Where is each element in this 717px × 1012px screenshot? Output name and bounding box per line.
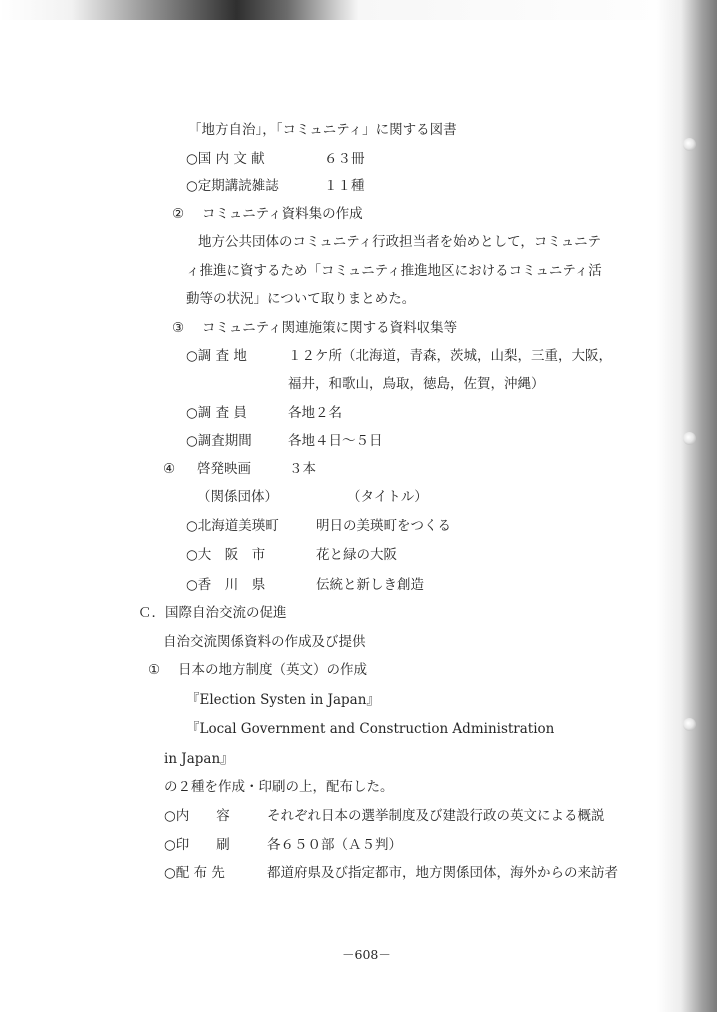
- line-text: コミュニティ関連施策に関する資料収集等: [202, 320, 458, 336]
- film-title: 伝統と新しき創造: [316, 577, 424, 593]
- line-text: in Japan』: [164, 751, 234, 767]
- item-value: １２ケ所（北海道，青森，茨城，山梨，三重，大阪，: [288, 348, 612, 364]
- line-text: 福井，和歌山，鳥取，徳島，佐賀，沖縄）: [288, 376, 545, 392]
- film-table-header: [197, 488, 428, 506]
- publication-title-cont: [164, 750, 234, 768]
- line-text: 自治交流関係資料の作成及び提供: [163, 634, 366, 650]
- item-value: ６３冊: [324, 151, 365, 167]
- section-marker: ②: [172, 206, 185, 222]
- section-c-heading: [138, 604, 287, 622]
- scan-shadow-top: [0, 0, 717, 20]
- film-row: [186, 576, 424, 594]
- paragraph-line: [198, 233, 601, 251]
- item-survey-locations-cont: [288, 375, 545, 393]
- line-text: 「地方自治」，「コミュニティ」に関する図書: [188, 122, 457, 138]
- item-value: 各地２名: [288, 405, 342, 421]
- line-text: 『Local Government and Construction Administration: [186, 721, 555, 737]
- item-label: ○内 容: [164, 808, 230, 824]
- film-organization: ○大 阪 市: [186, 547, 266, 563]
- item-survey-period: [186, 432, 383, 450]
- scan-shadow-right: [657, 0, 717, 1012]
- line-text: 日本の地方制度（英文）の作成: [178, 662, 367, 678]
- item-label: ○配 布 先: [164, 865, 225, 881]
- film-row: [186, 546, 397, 564]
- section-2-heading: [172, 205, 363, 223]
- item-surveyors: [186, 404, 342, 422]
- film-title: 明日の美瑛町をつくる: [316, 518, 451, 534]
- line-text: 『Election Systen in Japan』: [186, 692, 380, 708]
- film-title: 花と緑の大阪: [316, 547, 397, 563]
- item-periodicals: [186, 177, 365, 195]
- item-printing: [164, 836, 402, 854]
- item-label: ○定期講読雑誌: [186, 178, 279, 194]
- item-label: ○調査期間: [186, 433, 252, 449]
- item-survey-locations: [186, 347, 612, 365]
- item-domestic-books: [186, 150, 365, 168]
- item-value: 都道府県及び指定都市，地方関係団体，海外からの来訪者: [267, 865, 618, 881]
- page-number: －608－: [342, 947, 391, 962]
- section-marker: ①: [148, 662, 161, 678]
- item-value: ３本: [289, 461, 316, 477]
- paragraph-line: [186, 262, 602, 280]
- item-label: ○国 内 文 献: [186, 151, 265, 167]
- subsection-heading: [163, 633, 366, 651]
- item-value: 各地４日～５日: [288, 433, 383, 449]
- item-distribution: [164, 864, 618, 882]
- item-label: ○調 査 員: [186, 405, 247, 421]
- section-4-heading: [163, 460, 316, 478]
- item-label: ○調 査 地: [186, 348, 247, 364]
- line-text: 地方公共団体のコミュニティ行政担当者を始めとして，コミュニテ: [198, 234, 602, 250]
- column-header: （関係団体）: [197, 489, 278, 505]
- line-text: 動等の状況」について取りまとめた。: [186, 291, 416, 307]
- column-header: （タイトル）: [347, 489, 428, 505]
- item-value: 各６５０部（Ａ５判）: [267, 837, 402, 853]
- film-organization: ○香 川 県: [186, 577, 266, 593]
- paragraph-line: [164, 778, 394, 796]
- section-marker: ③: [172, 320, 185, 336]
- line-text: の２種を作成・印刷の上，配布した。: [164, 779, 394, 795]
- item-value: それぞれ日本の選挙制度及び建設行政の英文による概説: [267, 808, 605, 824]
- heading-books: [188, 121, 457, 139]
- section-marker: ④: [163, 461, 176, 477]
- binding-hole: [683, 718, 696, 731]
- publication-title: [186, 691, 380, 709]
- line-text: コミュニティ資料集の作成: [202, 206, 363, 222]
- line-text: Ｃ．国際自治交流の促進: [138, 605, 287, 621]
- section-3-heading: [172, 319, 458, 337]
- binding-hole: [683, 432, 696, 445]
- item-value: １１種: [324, 178, 365, 194]
- line-text: ィ推進に資するため「コミュニティ推進地区におけるコミュニティ活: [186, 263, 602, 279]
- item-label: ○印 刷: [164, 837, 230, 853]
- publication-title: [186, 720, 554, 738]
- paragraph-line: [186, 290, 415, 308]
- item-contents: [164, 807, 605, 825]
- film-organization: ○北海道美瑛町: [186, 518, 279, 534]
- item-label: 啓発映画: [197, 461, 251, 477]
- binding-hole: [683, 138, 696, 151]
- film-row: [186, 517, 451, 535]
- section-1-heading: [148, 661, 367, 679]
